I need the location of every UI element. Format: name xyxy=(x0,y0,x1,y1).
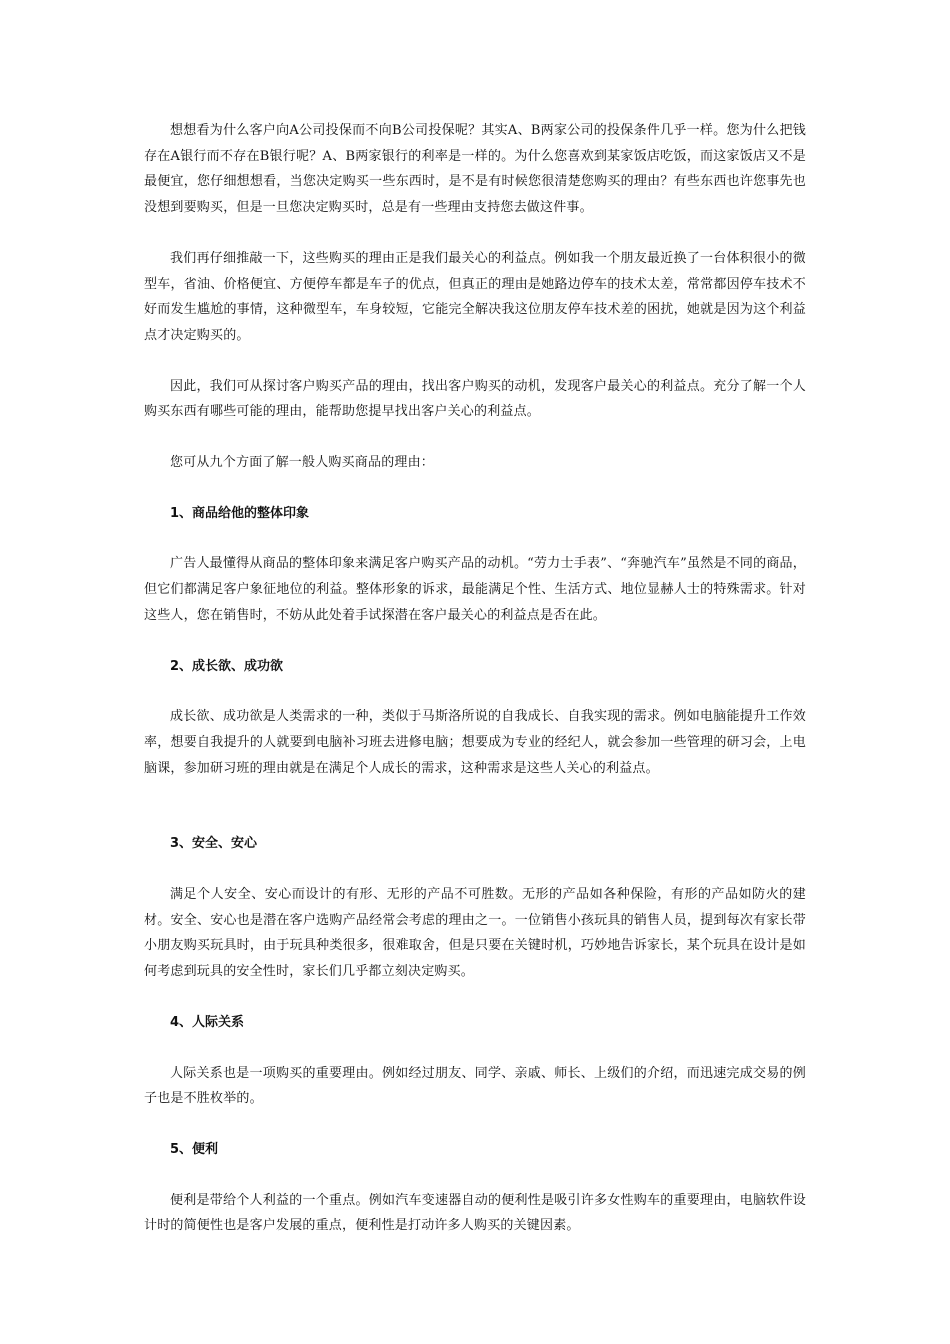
section-heading-1: 1、商品给他的整体印象 xyxy=(170,505,310,521)
paragraph-section-2: 成长欲、成功欲是人类需求的一种，类似于马斯洛所说的自我成长、自我实现的需求。例如电脑能提升工作效率，想要自我提升的人就要到电脑补习班去进修电脑；想要成为专业的经纪人，就会参加一些管理的研习会，上电脑课，参加研习班的理由就是在满足个人成长的需求，这种需求是这些人关心的利益点。 xyxy=(144,709,806,776)
paragraph-section-4: 人际关系也是一项购买的重要理由。例如经过朋友、同学、亲戚、师长、上级们的介绍，而迅速完成交易的例子也是不胜枚举的。 xyxy=(144,1065,806,1107)
paragraph-section-3: 满足个人安全、安心而设计的有形、无形的产品不可胜数。无形的产品如各种保险，有形的产品如防火的建材。安全、安心也是潜在客户选购产品经常会考虑的理由之一。一位销售小孩玩具的销售人员，提到每次有家长带小朋友购买玩具时，由于玩具种类很多，很难取舍，但是只要在关键时机，巧妙地告诉家长，某个玩具在设计是如何考虑到玩具的安全性时，家长们几乎都立刻决定购买。 xyxy=(144,887,806,980)
paragraph-intro: 想想看为什么客户向A公司投保而不向B公司投保呢？其实A、B两家公司的投保条件几乎一样。您为什么把钱存在A银行而不存在B银行呢？A、B两家银行的利率是一样的。为什么您喜欢到某家饭店吃饭，而这家饭店又不是最便宜，您仔细想想看，当您决定购买一些东西时，是不是有时候您很清楚您购买的理由？有些东西也许您事先也没想到要购买，但是一旦您决定购买时，总是有一些理由支持您去做这件事。 xyxy=(144,123,806,216)
section-heading-3: 3、安全、安心 xyxy=(170,836,258,852)
section-heading-4: 4、人际关系 xyxy=(170,1014,245,1030)
paragraph-section-1: 广告人最懂得从商品的整体印象来满足客户购买产品的动机。“劳力士手表”、“奔驰汽车”虽然是不同的商品，但它们都满足客户象征地位的利益。整体形象的诉求，最能满足个性、生活方式、地位显赫人士的特殊需求。针对这些人，您在销售时，不妨从此处着手试探潜在客户最关心的利益点是否在此。 xyxy=(144,556,806,623)
paragraph-conclusion: 因此，我们可从探讨客户购买产品的理由，找出客户购买的动机，发现客户最关心的利益点。充分了解一个人购买东西有哪些可能的理由，能帮助您提早找出客户关心的利益点。 xyxy=(144,378,806,420)
paragraph-list-intro: 您可从九个方面了解一般人购买商品的理由： xyxy=(170,455,435,471)
paragraph-section-5: 便利是带给个人利益的一个重点。例如汽车变速器自动的便利性是吸引许多女性购车的重要理由，电脑软件设计时的简便性也是客户发展的重点，便利性是打动许多人购买的关键因素。 xyxy=(144,1192,806,1234)
document-page xyxy=(144,118,806,1239)
paragraph-example: 我们再仔细推敲一下，这些购买的理由正是我们最关心的利益点。例如我一个朋友最近换了一台体积很小的微型车，省油、价格便宜、方便停车都是车子的优点，但真正的理由是她路边停车的技术太差，常常都因停车技术不好而发生尴尬的事情，这种微型车，车身较短，它能完全解决我这位朋友停车技术差的困扰，她就是因为这个利益点才决定购买的。 xyxy=(144,250,806,343)
section-heading-5: 5、便利 xyxy=(170,1141,219,1157)
section-heading-2: 2、成长欲、成功欲 xyxy=(170,658,284,674)
